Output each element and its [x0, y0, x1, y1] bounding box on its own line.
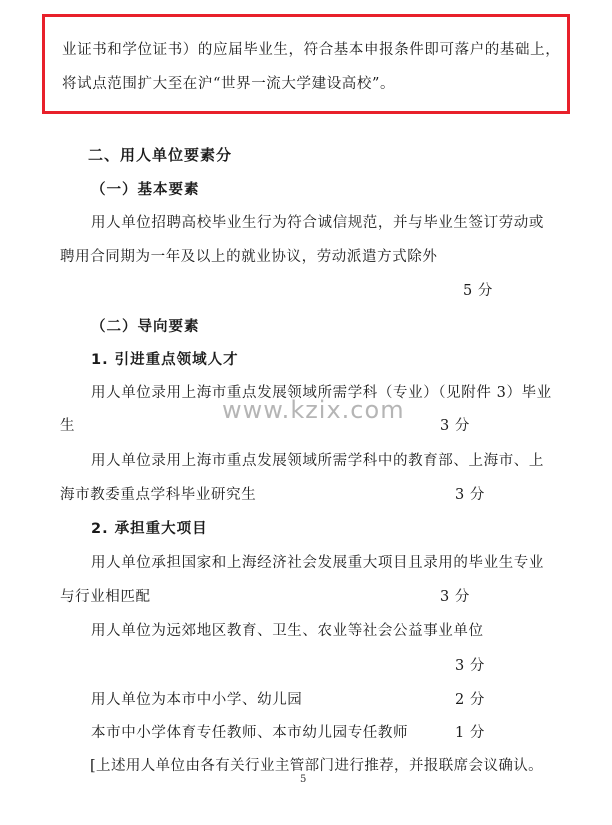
item1-entry2-line1: 用人单位录用上海市重点发展领域所需学科中的教育部、上海市、上 [91, 453, 544, 469]
item2-entry2-score: 3 分 [455, 658, 485, 674]
note-line: [上述用人单位由各有关行业主管部门进行推荐，并报联席会议确认。 [90, 758, 544, 774]
subsection-guide-heading: （二）导向要素 [91, 319, 200, 335]
basic-line-2: 聘用合同期为一年及以上的就业协议，劳动派遣方式除外 [60, 249, 438, 265]
item2-entry1-score: 3 分 [440, 589, 470, 605]
item1-entry2-score: 3 分 [455, 487, 485, 503]
highlight-line-2: 将试点范围扩大至在沪“世界一流大学建设高校”。 [62, 76, 396, 92]
item1-entry1-line2: 生 [60, 418, 76, 434]
item1-entry1-score: 3 分 [440, 418, 470, 434]
item1-entry1-line1: 用人单位录用上海市重点发展领域所需学科（专业）（见附件 3）毕业 [91, 385, 552, 401]
basic-line-1: 用人单位招聘高校毕业生行为符合诚信规范，并与毕业生签订劳动或 [91, 215, 544, 231]
item2-entry1-line1: 用人单位承担国家和上海经济社会发展重大项目且录用的毕业生专业 [91, 555, 544, 571]
item2-entry1-line2: 与行业相匹配 [60, 589, 151, 605]
watermark-text: www.kzix.com [222, 396, 405, 424]
item2-entry2-line1: 用人单位为远郊地区教育、卫生、农业等社会公益事业单位 [91, 623, 484, 639]
section-heading: 二、用人单位要素分 [88, 146, 233, 164]
page-number: 5 [300, 774, 307, 785]
highlight-line-1: 业证书和学位证书）的应届毕业生，符合基本申报条件即可落户的基础上， [62, 42, 561, 58]
item2-entry4-score: 1 分 [455, 725, 485, 741]
basic-score: 5 分 [463, 283, 493, 299]
highlight-box [42, 14, 570, 114]
item2-entry3-line1: 用人单位为本市中小学、幼儿园 [91, 692, 303, 708]
item2-entry4-line1: 本市中小学体育专任教师、本市幼儿园专任教师 [91, 725, 409, 741]
item2-entry3-score: 2 分 [455, 692, 485, 708]
item1-heading: 1. 引进重点领域人才 [91, 352, 239, 368]
subsection-basic-heading: （一）基本要素 [91, 182, 200, 198]
item2-heading: 2. 承担重大项目 [91, 521, 208, 537]
item1-entry2-line2: 海市教委重点学科毕业研究生 [60, 487, 257, 503]
